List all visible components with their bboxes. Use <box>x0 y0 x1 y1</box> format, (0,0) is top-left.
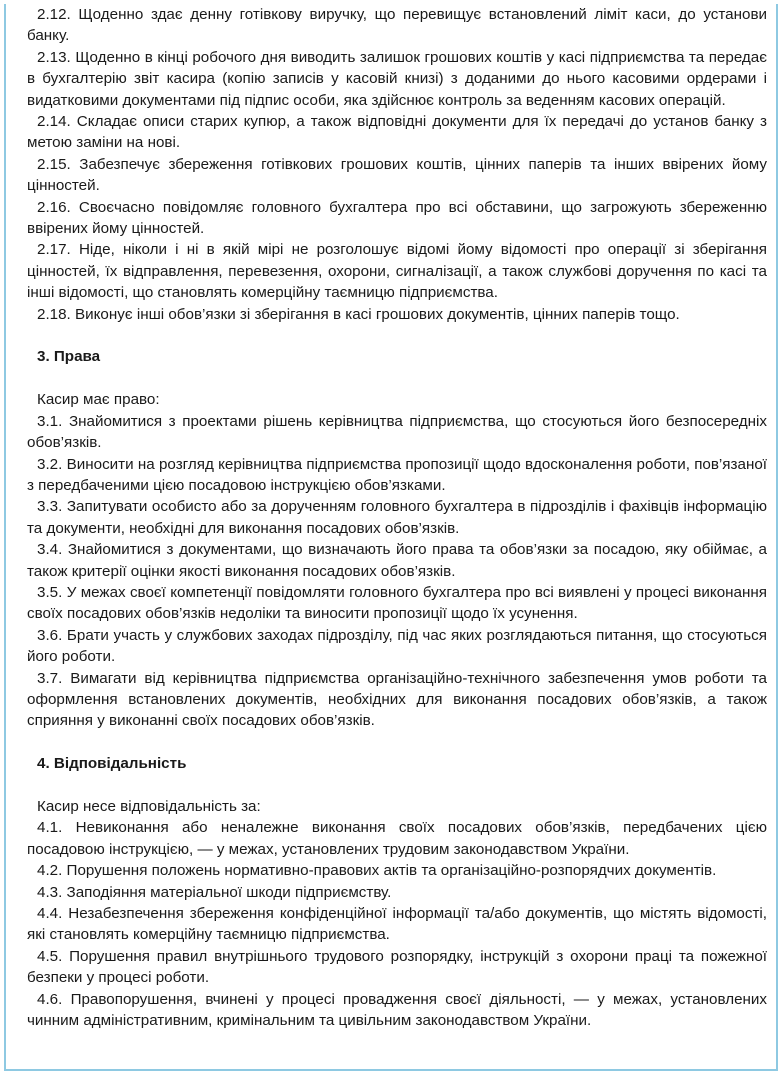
clause-2-12: 2.12. Щоденно здає денну готівкову виручку, що перевищує встановлений ліміт каси, до установи банку. <box>27 6 767 45</box>
clause-4-4: 4.4. Незабезпечення збереження конфіденційної інформації та/або документів, що містять відомості, які становлять комерційну таємницю підприємства. <box>27 905 767 944</box>
clause-4-1: 4.1. Невиконання або неналежне виконання своїх посадових обов’язків, передбачених цією посадовою інструкцією, — у межах, установлених трудовим законодавством України. <box>27 819 767 858</box>
clause-2-18: 2.18. Виконує інші обов’язки зі зберігання в касі грошових документів, цінних паперів тощо. <box>37 305 680 323</box>
clause-3-6: 3.6. Брати участь у службових заходах підрозділу, під час яких розглядаються питання, що стосуються його роботи. <box>27 626 767 666</box>
clause-3-2: 3.2. Виносити на розгляд керівництва підприємства пропозиції щодо вдосконалення роботи, пов’язаної з передбаченими цією посадовою інструкцією обов’язками. <box>27 455 767 494</box>
clause-2-17: 2.17. Ніде, ніколи і ні в якій мірі не розголошує відомі йому відомості про операції зі зберігання цінностей, їх відправлення, перевезення, охорони, сигналізації, а також службові доручення по касі та інші відомості, що становлять комерційну таємницю підприємства. <box>27 241 767 302</box>
clause-4-5: 4.5. Порушення правил внутрішнього трудового розпорядку, інструкцій з охорони праці та пожежної безпеки у процесі роботи. <box>27 947 767 987</box>
section-heading-responsibility: 4. Відповідальність <box>37 755 187 773</box>
clause-3-3: 3.3. Запитувати особисто або за дорученням головного бухгалтера в підрозділів і фахівців інформацію та документи, необхідні для виконання посадових обов’язків. <box>27 498 767 537</box>
clause-2-15: 2.15. Забезпечує збереження готівкових грошових коштів, цінних паперів та інших ввірених йому цінностей. <box>27 155 767 195</box>
document-body <box>27 4 767 1031</box>
clause-3-4: 3.4. Знайомитися з документами, що визначають його права та обов’язки за посадою, яку обіймає, а також критерії оцінки якості виконання посадових обов’язків. <box>27 541 767 580</box>
rights-intro: Касир має право: <box>37 391 160 409</box>
clause-4-2: 4.2. Порушення положень нормативно-правових актів та організаційно-розпорядчих документів. <box>37 862 717 880</box>
section-heading-rights: 3. Права <box>37 348 101 366</box>
clause-2-13: 2.13. Щоденно в кінці робочого дня виводить залишок грошових коштів у касі підприємства та передає в бухгалтерію звіт касира (копію записів у касовій книзі) з доданими до нього касовими ордерами і видатковими документами під підпис особи, яка здійснює контроль за веденням касових операцій. <box>27 48 767 109</box>
clause-2-16: 2.16. Своєчасно повідомляє головного бухгалтера про всі обставини, що загрожують збереженню ввірених йому цінностей. <box>27 198 767 238</box>
clause-3-7: 3.7. Вимагати від керівництва підприємства організаційно-технічного забезпечення умов роботи та оформлення встановлених документів, необхідних для виконання посадових обов’язків, а також сприяння у виконанні своїх посадових обов’язків. <box>27 669 767 730</box>
clause-4-3: 4.3. Заподіяння матеріальної шкоди підприємству. <box>37 883 392 901</box>
clause-2-14: 2.14. Складає описи старих купюр, а також відповідні документи для їх передачі до установ банку з метою заміни на нові. <box>27 113 767 152</box>
clause-4-6: 4.6. Правопорушення, вчинені у процесі провадження своєї діяльності, — у межах, установлених чинним адміністративним, кримінальним та цивільним законодавством України. <box>27 990 767 1030</box>
clause-3-5: 3.5. У межах своєї компетенції повідомляти головного бухгалтера про всі виявлені у процесі виконання своїх посадових обов’язків недоліки та виносити пропозиції щодо їх усунення. <box>27 583 767 623</box>
clause-3-1: 3.1. Знайомитися з проектами рішень керівництва підприємства, що стосуються його безпосередніх обов’язків. <box>27 412 767 452</box>
duties-continuation <box>27 4 767 325</box>
responsibility-intro: Касир несе відповідальність за: <box>37 797 261 815</box>
